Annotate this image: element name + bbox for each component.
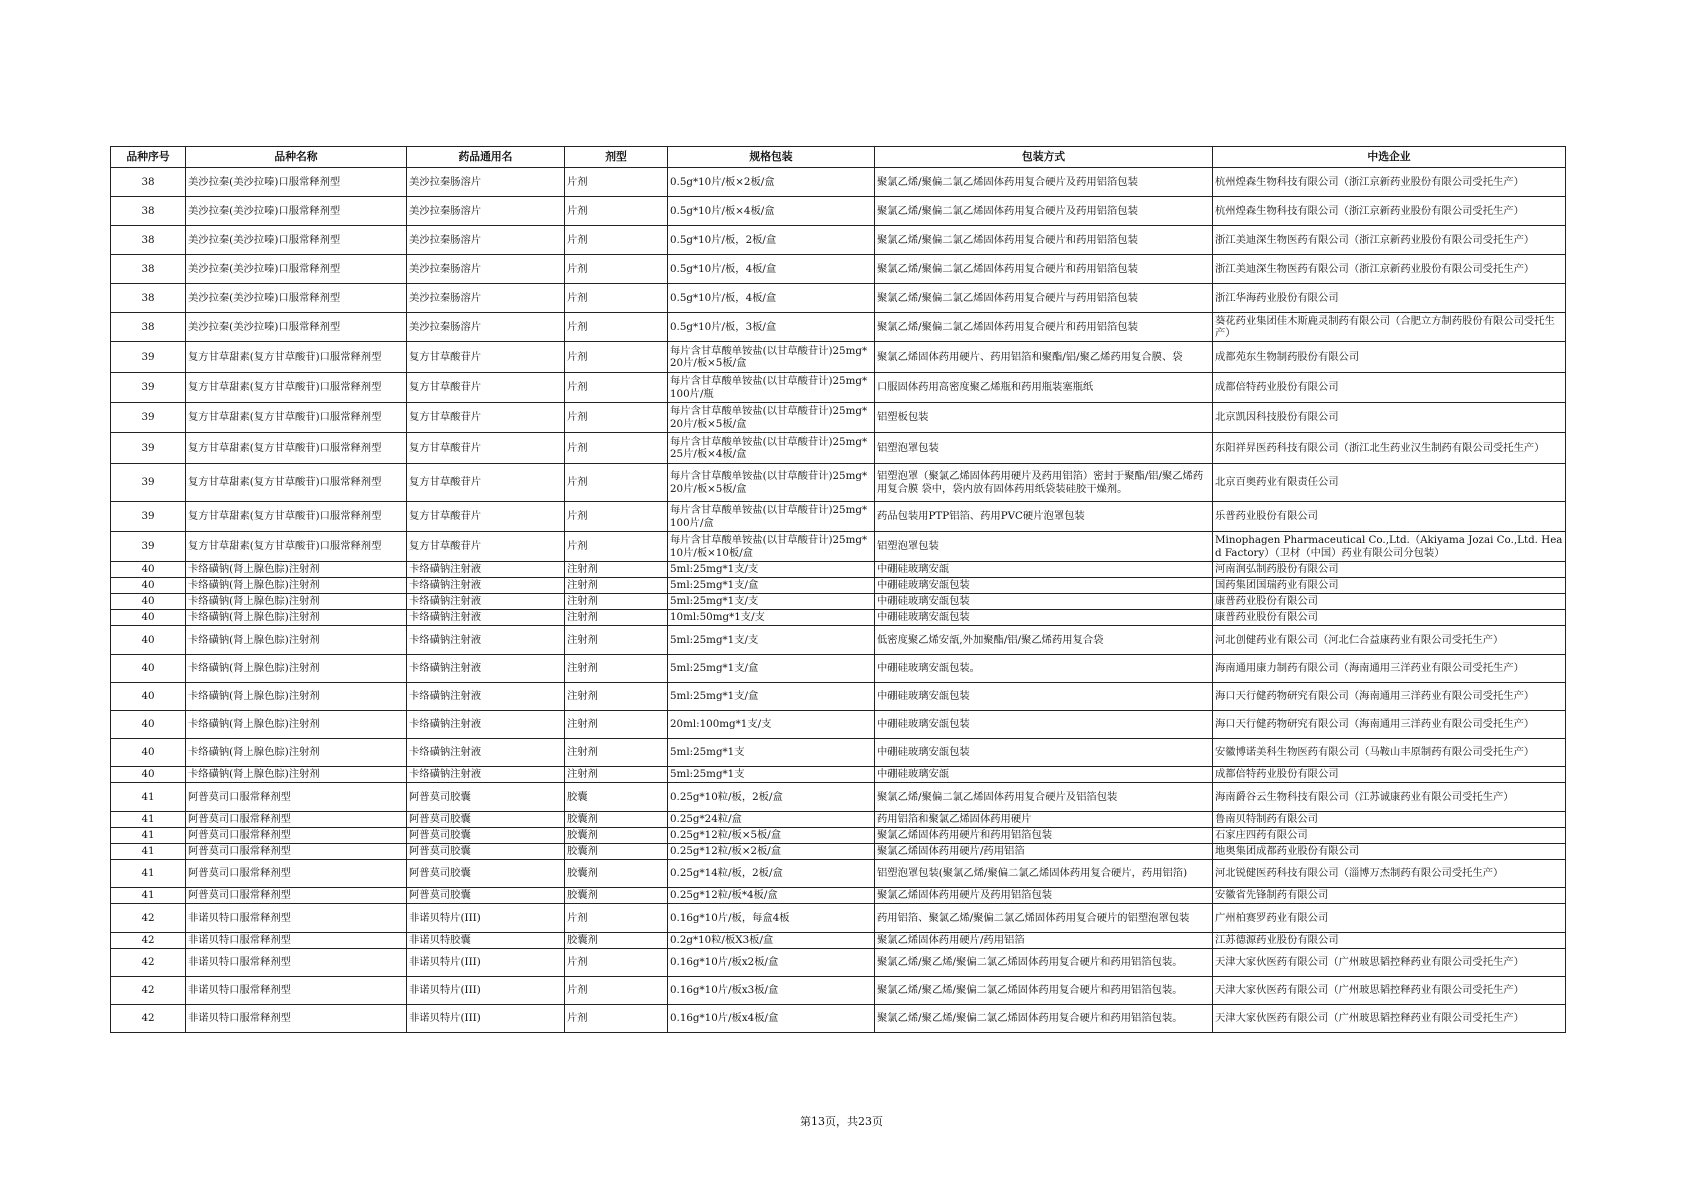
cell-company: 东阳祥昇医药科技有限公司（浙江北生药业汉生制药有限公司受托生产） — [1213, 433, 1566, 464]
cell-variety-no: 38 — [111, 284, 186, 313]
cell-variety-no: 41 — [111, 844, 186, 860]
cell-variety-name: 非诺贝特口服常释剂型 — [186, 904, 407, 933]
table-row — [111, 562, 1566, 578]
cell-spec-pack: 0.25g*12粒/板×2板/盒 — [668, 844, 875, 860]
header-company: 中选企业 — [1213, 147, 1566, 168]
table-row — [111, 888, 1566, 904]
cell-dosage-form: 片剂 — [565, 977, 668, 1005]
cell-generic-name: 非诺贝特片(III) — [407, 904, 565, 933]
header-spec-pack: 规格包装 — [668, 147, 875, 168]
cell-company: 北京百奥药业有限责任公司 — [1213, 464, 1566, 502]
cell-company: 康普药业股份有限公司 — [1213, 610, 1566, 626]
cell-spec-pack: 20ml:100mg*1支/支 — [668, 711, 875, 739]
page-number: 第13页，共23页 — [800, 1115, 883, 1128]
table-row — [111, 783, 1566, 812]
cell-dosage-form: 胶囊剂 — [565, 888, 668, 904]
cell-variety-name: 复方甘草甜素(复方甘草酸苷)口服常释剂型 — [186, 373, 407, 403]
cell-spec-pack: 每片含甘草酸单铵盐(以甘草酸苷计)25mg*20片/板×5板/盒 — [668, 464, 875, 502]
cell-generic-name: 非诺贝特胶囊 — [407, 933, 565, 949]
table-row — [111, 502, 1566, 532]
cell-variety-name: 卡络磺钠(肾上腺色腙)注射剂 — [186, 683, 407, 711]
cell-company: 河南润弘制药股份有限公司 — [1213, 562, 1566, 578]
cell-variety-name: 复方甘草甜素(复方甘草酸苷)口服常释剂型 — [186, 433, 407, 464]
cell-variety-no: 39 — [111, 502, 186, 532]
cell-packaging: 聚氯乙烯/聚偏二氯乙烯固体药用复合硬片及铝箔包装 — [875, 783, 1213, 812]
cell-packaging: 中硼硅玻璃安瓿 — [875, 562, 1213, 578]
cell-packaging: 聚氯乙烯固体药用硬片/药用铝箔 — [875, 844, 1213, 860]
cell-dosage-form: 胶囊 — [565, 783, 668, 812]
table-body — [111, 168, 1566, 1033]
cell-variety-no: 41 — [111, 783, 186, 812]
cell-company: 杭州煌森生物科技有限公司（浙江京新药业股份有限公司受托生产） — [1213, 197, 1566, 226]
cell-variety-name: 非诺贝特口服常释剂型 — [186, 949, 407, 977]
cell-variety-name: 阿普莫司口服常释剂型 — [186, 844, 407, 860]
cell-variety-no: 40 — [111, 626, 186, 655]
cell-dosage-form: 注射剂 — [565, 767, 668, 783]
table-row — [111, 933, 1566, 949]
cell-variety-no: 38 — [111, 197, 186, 226]
cell-generic-name: 复方甘草酸苷片 — [407, 403, 565, 433]
cell-spec-pack: 0.2g*10粒/板X3板/盒 — [668, 933, 875, 949]
cell-generic-name: 卡络磺钠注射液 — [407, 683, 565, 711]
cell-generic-name: 美沙拉秦肠溶片 — [407, 255, 565, 284]
cell-generic-name: 卡络磺钠注射液 — [407, 626, 565, 655]
cell-dosage-form: 注射剂 — [565, 626, 668, 655]
table-row — [111, 812, 1566, 828]
cell-variety-name: 卡络磺钠(肾上腺色腙)注射剂 — [186, 655, 407, 683]
cell-generic-name: 美沙拉秦肠溶片 — [407, 313, 565, 342]
cell-packaging: 低密度聚乙烯安瓿,外加聚酯/铝/聚乙烯药用复合袋 — [875, 626, 1213, 655]
cell-variety-no: 38 — [111, 313, 186, 342]
cell-variety-no: 40 — [111, 683, 186, 711]
cell-generic-name: 复方甘草酸苷片 — [407, 532, 565, 562]
cell-dosage-form: 注射剂 — [565, 610, 668, 626]
cell-spec-pack: 0.16g*10片/板x4板/盒 — [668, 1005, 875, 1033]
cell-packaging: 口服固体药用高密度聚乙烯瓶和药用瓶装塞瓶纸 — [875, 373, 1213, 403]
cell-variety-no: 41 — [111, 812, 186, 828]
cell-variety-name: 卡络磺钠(肾上腺色腙)注射剂 — [186, 578, 407, 594]
table-row — [111, 342, 1566, 373]
table-row — [111, 949, 1566, 977]
cell-generic-name: 卡络磺钠注射液 — [407, 739, 565, 767]
cell-variety-no: 42 — [111, 933, 186, 949]
cell-dosage-form: 注射剂 — [565, 655, 668, 683]
cell-variety-name: 复方甘草甜素(复方甘草酸苷)口服常释剂型 — [186, 342, 407, 373]
cell-variety-no: 39 — [111, 464, 186, 502]
cell-spec-pack: 0.5g*10片/板，4板/盒 — [668, 284, 875, 313]
table-row — [111, 844, 1566, 860]
cell-dosage-form: 片剂 — [565, 464, 668, 502]
cell-company: 河北锐健医药科技有限公司（淄博万杰制药有限公司受托生产） — [1213, 860, 1566, 888]
header-variety-no: 品种序号 — [111, 147, 186, 168]
cell-spec-pack: 每片含甘草酸单铵盐(以甘草酸苷计)25mg*10片/板×10板/盒 — [668, 532, 875, 562]
cell-variety-name: 卡络磺钠(肾上腺色腙)注射剂 — [186, 711, 407, 739]
cell-generic-name: 卡络磺钠注射液 — [407, 767, 565, 783]
cell-packaging: 聚氯乙烯/聚偏二氯乙烯固体药用复合硬片和药用铝箔包装 — [875, 226, 1213, 255]
cell-company: 海口天行健药物研究有限公司（海南通用三洋药业有限公司受托生产） — [1213, 711, 1566, 739]
cell-variety-no: 42 — [111, 1005, 186, 1033]
cell-variety-name: 复方甘草甜素(复方甘草酸苷)口服常释剂型 — [186, 403, 407, 433]
cell-spec-pack: 5ml:25mg*1支/盒 — [668, 683, 875, 711]
cell-packaging: 聚氯乙烯/聚乙烯/聚偏二氯乙烯固体药用复合硬片和药用铝箔包装。 — [875, 1005, 1213, 1033]
cell-spec-pack: 0.5g*10片/板，4板/盒 — [668, 255, 875, 284]
cell-spec-pack: 5ml:25mg*1支/盒 — [668, 578, 875, 594]
cell-variety-no: 42 — [111, 977, 186, 1005]
cell-packaging: 聚氯乙烯/聚乙烯/聚偏二氯乙烯固体药用复合硬片和药用铝箔包装。 — [875, 949, 1213, 977]
cell-company: 国药集团国瑞药业有限公司 — [1213, 578, 1566, 594]
table-row — [111, 197, 1566, 226]
cell-dosage-form: 片剂 — [565, 949, 668, 977]
cell-variety-no: 40 — [111, 562, 186, 578]
cell-company: 江苏德源药业股份有限公司 — [1213, 933, 1566, 949]
table-row — [111, 403, 1566, 433]
cell-generic-name: 卡络磺钠注射液 — [407, 562, 565, 578]
cell-packaging: 中硼硅玻璃安瓿包装 — [875, 610, 1213, 626]
cell-packaging: 聚氯乙烯固体药用硬片及药用铝箔包装 — [875, 888, 1213, 904]
cell-company: 乐普药业股份有限公司 — [1213, 502, 1566, 532]
table-row — [111, 578, 1566, 594]
table-row — [111, 1005, 1566, 1033]
cell-company: 成都倍特药业股份有限公司 — [1213, 767, 1566, 783]
cell-spec-pack: 0.25g*12粒/板×5板/盒 — [668, 828, 875, 844]
cell-dosage-form: 胶囊剂 — [565, 812, 668, 828]
cell-variety-name: 非诺贝特口服常释剂型 — [186, 1005, 407, 1033]
table-header-row — [111, 147, 1566, 168]
cell-company: 天津大家伙医药有限公司（广州玻思韬控释药业有限公司受托生产） — [1213, 949, 1566, 977]
cell-variety-no: 41 — [111, 828, 186, 844]
cell-variety-name: 卡络磺钠(肾上腺色腙)注射剂 — [186, 610, 407, 626]
table-row — [111, 433, 1566, 464]
cell-spec-pack: 0.25g*24粒/盒 — [668, 812, 875, 828]
cell-dosage-form: 片剂 — [565, 197, 668, 226]
table-row — [111, 226, 1566, 255]
cell-company: 康普药业股份有限公司 — [1213, 594, 1566, 610]
cell-packaging: 聚氯乙烯固体药用硬片/药用铝箔 — [875, 933, 1213, 949]
cell-packaging: 铝塑板包装 — [875, 403, 1213, 433]
cell-company: 地奥集团成都药业股份有限公司 — [1213, 844, 1566, 860]
table-row — [111, 626, 1566, 655]
cell-packaging: 聚氯乙烯/聚偏二氯乙烯固体药用复合硬片及药用铝箔包装 — [875, 197, 1213, 226]
cell-variety-name: 阿普莫司口服常释剂型 — [186, 828, 407, 844]
cell-company: Minophagen Pharmaceutical Co.,Ltd.（Akiyama Jozai Co.,Ltd. Head Factory）（卫材（中国）药业有限公司分包装） — [1213, 532, 1566, 562]
cell-company: 安徽博诺美科生物医药有限公司（马鞍山丰原制药有限公司受托生产） — [1213, 739, 1566, 767]
cell-variety-name: 美沙拉秦(美沙拉嗪)口服常释剂型 — [186, 197, 407, 226]
cell-spec-pack: 每片含甘草酸单铵盐(以甘草酸苷计)25mg*25片/板×4板/盒 — [668, 433, 875, 464]
cell-generic-name: 卡络磺钠注射液 — [407, 711, 565, 739]
cell-generic-name: 非诺贝特片(III) — [407, 977, 565, 1005]
cell-generic-name: 卡络磺钠注射液 — [407, 610, 565, 626]
cell-dosage-form: 注射剂 — [565, 711, 668, 739]
header-variety-name: 品种名称 — [186, 147, 407, 168]
cell-variety-no: 39 — [111, 403, 186, 433]
cell-generic-name: 阿普莫司胶囊 — [407, 888, 565, 904]
header-packaging: 包装方式 — [875, 147, 1213, 168]
cell-generic-name: 卡络磺钠注射液 — [407, 594, 565, 610]
cell-spec-pack: 5ml:25mg*1支 — [668, 739, 875, 767]
cell-variety-name: 卡络磺钠(肾上腺色腙)注射剂 — [186, 594, 407, 610]
cell-generic-name: 非诺贝特片(III) — [407, 949, 565, 977]
cell-spec-pack: 0.25g*14粒/板，2板/盒 — [668, 860, 875, 888]
cell-packaging: 中硼硅玻璃安瓿包装 — [875, 739, 1213, 767]
header-dosage-form: 剂型 — [565, 147, 668, 168]
cell-variety-no: 38 — [111, 168, 186, 197]
cell-company: 海南通用康力制药有限公司（海南通用三洋药业有限公司受托生产） — [1213, 655, 1566, 683]
cell-variety-no: 39 — [111, 433, 186, 464]
cell-packaging: 药用铝箔和聚氯乙烯固体药用硬片 — [875, 812, 1213, 828]
cell-dosage-form: 片剂 — [565, 403, 668, 433]
cell-company: 浙江美迪深生物医药有限公司（浙江京新药业股份有限公司受托生产） — [1213, 255, 1566, 284]
cell-spec-pack: 每片含甘草酸单铵盐(以甘草酸苷计)25mg*20片/板×5板/盒 — [668, 403, 875, 433]
cell-dosage-form: 片剂 — [565, 433, 668, 464]
table-row — [111, 464, 1566, 502]
cell-spec-pack: 0.25g*10粒/板，2板/盒 — [668, 783, 875, 812]
cell-packaging: 中硼硅玻璃安瓿包装 — [875, 711, 1213, 739]
cell-dosage-form: 片剂 — [565, 904, 668, 933]
cell-company: 海南爵谷云生物科技有限公司（江苏诚康药业有限公司受托生产） — [1213, 783, 1566, 812]
cell-spec-pack: 5ml:25mg*1支/盒 — [668, 655, 875, 683]
cell-variety-no: 40 — [111, 767, 186, 783]
cell-variety-name: 卡络磺钠(肾上腺色腙)注射剂 — [186, 562, 407, 578]
cell-dosage-form: 注射剂 — [565, 562, 668, 578]
cell-dosage-form: 片剂 — [565, 313, 668, 342]
cell-variety-name: 美沙拉秦(美沙拉嗪)口服常释剂型 — [186, 284, 407, 313]
cell-spec-pack: 0.5g*10片/板，2板/盒 — [668, 226, 875, 255]
cell-company: 天津大家伙医药有限公司（广州玻思韬控释药业有限公司受托生产） — [1213, 977, 1566, 1005]
cell-variety-name: 非诺贝特口服常释剂型 — [186, 933, 407, 949]
cell-packaging: 铝塑泡罩（聚氯乙烯固体药用硬片及药用铝箔）密封于聚酯/铝/聚乙烯药用复合膜 袋中，袋内放有固体药用纸袋装硅胶干燥剂。 — [875, 464, 1213, 502]
cell-spec-pack: 0.16g*10片/板，每盒4板 — [668, 904, 875, 933]
cell-company: 海口天行健药物研究有限公司（海南通用三洋药业有限公司受托生产） — [1213, 683, 1566, 711]
table-row — [111, 683, 1566, 711]
cell-generic-name: 阿普莫司胶囊 — [407, 812, 565, 828]
cell-generic-name: 美沙拉秦肠溶片 — [407, 197, 565, 226]
cell-dosage-form: 片剂 — [565, 168, 668, 197]
cell-variety-name: 美沙拉秦(美沙拉嗪)口服常释剂型 — [186, 255, 407, 284]
cell-packaging: 聚氯乙烯固体药用硬片、药用铝箔和聚酯/铝/聚乙烯药用复合膜、袋 — [875, 342, 1213, 373]
table-row — [111, 532, 1566, 562]
cell-variety-name: 复方甘草甜素(复方甘草酸苷)口服常释剂型 — [186, 502, 407, 532]
table-row — [111, 860, 1566, 888]
cell-generic-name: 非诺贝特片(III) — [407, 1005, 565, 1033]
cell-packaging: 铝塑泡罩包装 — [875, 433, 1213, 464]
cell-dosage-form: 片剂 — [565, 342, 668, 373]
cell-variety-name: 阿普莫司口服常释剂型 — [186, 812, 407, 828]
cell-company: 鲁南贝特制药有限公司 — [1213, 812, 1566, 828]
cell-packaging: 中硼硅玻璃安瓿 — [875, 767, 1213, 783]
cell-generic-name: 复方甘草酸苷片 — [407, 373, 565, 403]
cell-packaging: 铝塑泡罩包装(聚氯乙烯/聚偏二氯乙烯固体药用复合硬片，药用铝箔) — [875, 860, 1213, 888]
cell-company: 杭州煌森生物科技有限公司（浙江京新药业股份有限公司受托生产） — [1213, 168, 1566, 197]
cell-spec-pack: 0.16g*10片/板x2板/盒 — [668, 949, 875, 977]
cell-dosage-form: 片剂 — [565, 373, 668, 403]
cell-variety-name: 卡络磺钠(肾上腺色腙)注射剂 — [186, 626, 407, 655]
cell-packaging: 中硼硅玻璃安瓿包装 — [875, 594, 1213, 610]
product-table — [110, 146, 1566, 1033]
cell-packaging: 中硼硅玻璃安瓿包装。 — [875, 655, 1213, 683]
cell-spec-pack: 10ml:50mg*1支/支 — [668, 610, 875, 626]
cell-variety-name: 卡络磺钠(肾上腺色腙)注射剂 — [186, 767, 407, 783]
cell-company: 天津大家伙医药有限公司（广州玻思韬控释药业有限公司受托生产） — [1213, 1005, 1566, 1033]
cell-packaging: 聚氯乙烯/聚偏二氯乙烯固体药用复合硬片及药用铝箔包装 — [875, 168, 1213, 197]
cell-company: 北京凯因科技股份有限公司 — [1213, 403, 1566, 433]
cell-packaging: 聚氯乙烯/聚偏二氯乙烯固体药用复合硬片和药用铝箔包装 — [875, 313, 1213, 342]
cell-dosage-form: 片剂 — [565, 284, 668, 313]
cell-variety-no: 42 — [111, 904, 186, 933]
cell-company: 浙江美迪深生物医药有限公司（浙江京新药业股份有限公司受托生产） — [1213, 226, 1566, 255]
table-row — [111, 828, 1566, 844]
cell-company: 安徽省先锋制药有限公司 — [1213, 888, 1566, 904]
table-row — [111, 739, 1566, 767]
cell-variety-no: 40 — [111, 655, 186, 683]
cell-variety-name: 美沙拉秦(美沙拉嗪)口服常释剂型 — [186, 226, 407, 255]
table-row — [111, 610, 1566, 626]
table-row — [111, 767, 1566, 783]
cell-variety-name: 卡络磺钠(肾上腺色腙)注射剂 — [186, 739, 407, 767]
cell-variety-name: 美沙拉秦(美沙拉嗪)口服常释剂型 — [186, 313, 407, 342]
cell-variety-no: 38 — [111, 226, 186, 255]
cell-spec-pack: 5ml:25mg*1支/支 — [668, 594, 875, 610]
table-row — [111, 977, 1566, 1005]
cell-spec-pack: 0.25g*12粒/板*4板/盒 — [668, 888, 875, 904]
cell-spec-pack: 5ml:25mg*1支 — [668, 767, 875, 783]
cell-packaging: 聚氯乙烯/聚偏二氯乙烯固体药用复合硬片和药用铝箔包装 — [875, 255, 1213, 284]
cell-generic-name: 卡络磺钠注射液 — [407, 578, 565, 594]
cell-packaging: 聚氯乙烯固体药用硬片和药用铝箔包装 — [875, 828, 1213, 844]
table-row — [111, 284, 1566, 313]
cell-variety-no: 41 — [111, 888, 186, 904]
cell-variety-name: 复方甘草甜素(复方甘草酸苷)口服常释剂型 — [186, 532, 407, 562]
cell-generic-name: 阿普莫司胶囊 — [407, 844, 565, 860]
cell-variety-no: 40 — [111, 739, 186, 767]
cell-packaging: 中硼硅玻璃安瓿包装 — [875, 683, 1213, 711]
cell-dosage-form: 胶囊剂 — [565, 844, 668, 860]
cell-company: 葵花药业集团佳木斯鹿灵制药有限公司（合肥立方制药股份有限公司受托生产） — [1213, 313, 1566, 342]
cell-generic-name: 美沙拉秦肠溶片 — [407, 284, 565, 313]
cell-dosage-form: 注射剂 — [565, 594, 668, 610]
cell-dosage-form: 片剂 — [565, 255, 668, 284]
cell-variety-no: 40 — [111, 578, 186, 594]
cell-generic-name: 阿普莫司胶囊 — [407, 860, 565, 888]
cell-generic-name: 复方甘草酸苷片 — [407, 342, 565, 373]
cell-dosage-form: 胶囊剂 — [565, 933, 668, 949]
cell-variety-no: 39 — [111, 373, 186, 403]
header-generic-name: 药品通用名 — [407, 147, 565, 168]
cell-dosage-form: 注射剂 — [565, 739, 668, 767]
cell-variety-no: 40 — [111, 610, 186, 626]
cell-generic-name: 卡络磺钠注射液 — [407, 655, 565, 683]
cell-variety-no: 38 — [111, 255, 186, 284]
cell-variety-name: 非诺贝特口服常释剂型 — [186, 977, 407, 1005]
cell-spec-pack: 每片含甘草酸单铵盐(以甘草酸苷计)25mg*20片/板×5板/盒 — [668, 342, 875, 373]
cell-generic-name: 美沙拉秦肠溶片 — [407, 226, 565, 255]
cell-variety-name: 阿普莫司口服常释剂型 — [186, 888, 407, 904]
cell-company: 浙江华海药业股份有限公司 — [1213, 284, 1566, 313]
cell-dosage-form: 片剂 — [565, 532, 668, 562]
cell-variety-no: 39 — [111, 532, 186, 562]
table-row — [111, 373, 1566, 403]
cell-spec-pack: 每片含甘草酸单铵盐(以甘草酸苷计)25mg*100片/瓶 — [668, 373, 875, 403]
cell-dosage-form: 胶囊剂 — [565, 860, 668, 888]
table-row — [111, 255, 1566, 284]
cell-variety-no: 40 — [111, 594, 186, 610]
cell-spec-pack: 0.5g*10片/板×2板/盒 — [668, 168, 875, 197]
cell-variety-no: 40 — [111, 711, 186, 739]
cell-company: 石家庄四药有限公司 — [1213, 828, 1566, 844]
cell-generic-name: 复方甘草酸苷片 — [407, 502, 565, 532]
cell-dosage-form: 片剂 — [565, 502, 668, 532]
cell-variety-name: 美沙拉秦(美沙拉嗪)口服常释剂型 — [186, 168, 407, 197]
cell-variety-no: 41 — [111, 860, 186, 888]
cell-spec-pack: 5ml:25mg*1支/支 — [668, 562, 875, 578]
cell-generic-name: 复方甘草酸苷片 — [407, 464, 565, 502]
cell-variety-name: 复方甘草甜素(复方甘草酸苷)口服常释剂型 — [186, 464, 407, 502]
cell-variety-no: 39 — [111, 342, 186, 373]
table-row — [111, 655, 1566, 683]
cell-spec-pack: 5ml:25mg*1支/支 — [668, 626, 875, 655]
cell-packaging: 药品包装用PTP铝箔、药用PVC硬片泡罩包装 — [875, 502, 1213, 532]
cell-spec-pack: 每片含甘草酸单铵盐(以甘草酸苷计)25mg*100片/盒 — [668, 502, 875, 532]
cell-company: 河北创健药业有限公司（河北仁合益康药业有限公司受托生产） — [1213, 626, 1566, 655]
cell-spec-pack: 0.5g*10片/板，3板/盒 — [668, 313, 875, 342]
cell-variety-no: 42 — [111, 949, 186, 977]
cell-dosage-form: 片剂 — [565, 226, 668, 255]
cell-variety-name: 阿普莫司口服常释剂型 — [186, 860, 407, 888]
cell-dosage-form: 片剂 — [565, 1005, 668, 1033]
cell-packaging: 药用铝箔、聚氯乙烯/聚偏二氯乙烯固体药用复合硬片的铝塑泡罩包装 — [875, 904, 1213, 933]
cell-packaging: 聚氯乙烯/聚乙烯/聚偏二氯乙烯固体药用复合硬片和药用铝箔包装。 — [875, 977, 1213, 1005]
cell-company: 成都倍特药业股份有限公司 — [1213, 373, 1566, 403]
cell-generic-name: 阿普莫司胶囊 — [407, 828, 565, 844]
table-row — [111, 168, 1566, 197]
cell-variety-name: 阿普莫司口服常释剂型 — [186, 783, 407, 812]
cell-dosage-form: 胶囊剂 — [565, 828, 668, 844]
cell-packaging: 铝塑泡罩包装 — [875, 532, 1213, 562]
cell-dosage-form: 注射剂 — [565, 683, 668, 711]
table-row — [111, 313, 1566, 342]
table-row — [111, 594, 1566, 610]
cell-spec-pack: 0.16g*10片/板x3板/盒 — [668, 977, 875, 1005]
table-row — [111, 711, 1566, 739]
cell-packaging: 聚氯乙烯/聚偏二氯乙烯固体药用复合硬片与药用铝箔包装 — [875, 284, 1213, 313]
cell-company: 广州柏赛罗药业有限公司 — [1213, 904, 1566, 933]
cell-generic-name: 复方甘草酸苷片 — [407, 433, 565, 464]
cell-generic-name: 美沙拉秦肠溶片 — [407, 168, 565, 197]
cell-packaging: 中硼硅玻璃安瓿包装 — [875, 578, 1213, 594]
cell-spec-pack: 0.5g*10片/板×4板/盒 — [668, 197, 875, 226]
cell-generic-name: 阿普莫司胶囊 — [407, 783, 565, 812]
table-row — [111, 904, 1566, 933]
cell-dosage-form: 注射剂 — [565, 578, 668, 594]
cell-company: 成都苑东生物制药股份有限公司 — [1213, 342, 1566, 373]
